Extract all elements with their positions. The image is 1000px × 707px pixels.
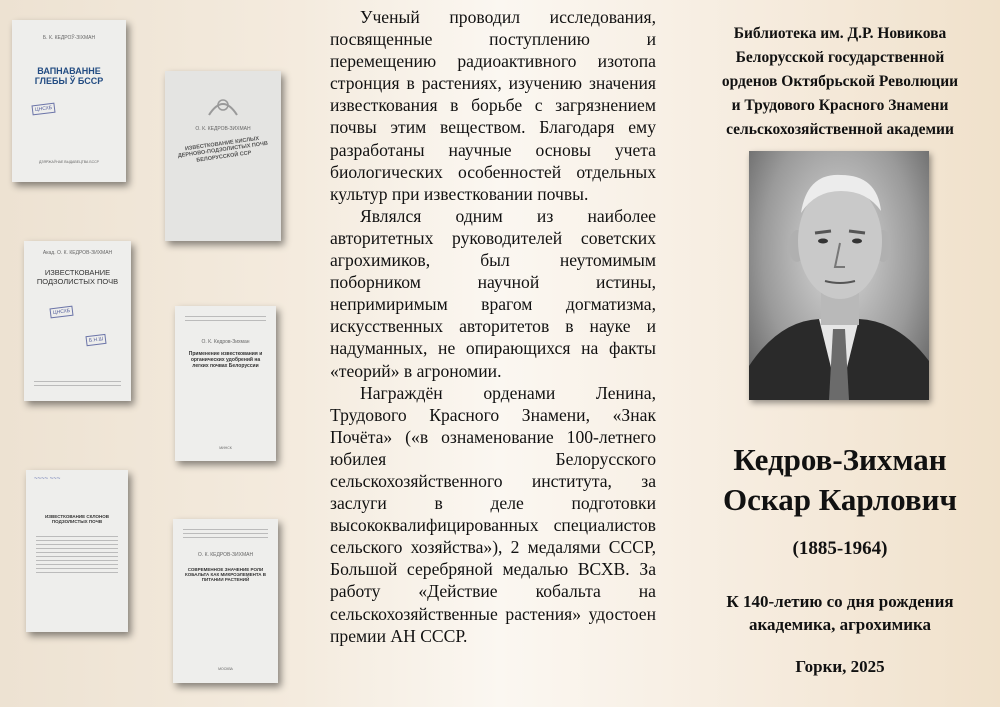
library-stamp: ЦНСХБ <box>49 306 73 319</box>
portrait-photo <box>749 151 929 400</box>
library-line-1: Библиотека им. Д.Р. Новикова <box>733 25 947 42</box>
book-title: ИЗВЕСТКОВАНИЕ ПОДЗОЛИСТЫХ ПОЧВ <box>36 268 119 286</box>
person-name <box>690 440 990 520</box>
book-imprint: МОСКВА <box>218 667 233 671</box>
library-line-5: сельскохозяйственной академии <box>726 121 954 138</box>
book-cover-1 <box>12 20 126 182</box>
book-cover-3 <box>24 241 131 401</box>
paragraph-research: Ученый проводил исследования, посвященные поступлению и перемещению радиоактивного изотопа стронция в растениях, изучению значения известкования в борьбе с загрязнением почвы этим веществом. Благодаря ему разработаны научные основы учета биологических особенностей отдельных культур при известковании почвы. <box>330 7 656 204</box>
book-author: О. К. Кедров-Зихман <box>201 339 250 345</box>
book-title: ИЗВЕСТКОВАНИЕ СКЛОНОВ ПОДЗОЛИСТЫХ ПОЧВ <box>44 514 110 525</box>
library-stamp: ЦНСХБ <box>31 103 55 116</box>
book-author: О. К. КЕДРОВ-ЗИХМАН <box>195 126 251 132</box>
anniversary-text <box>690 590 990 636</box>
paragraph-awards: Награждён орденами Ленина, Трудового Красного Знамени, «Знак Почёта» («в ознаменование 100-летнего юбилея Белорусского сельскохозяйственного института, за заслуги в деле подготовки высококвалифицированных специалистов сельского хозяйства»), 2 медалями СССР, Большой серебряной медалью ВСХВ. За работу «Действие кобальта на сельскохозяйственные растения» удостоен премии АН СССР. <box>330 382 656 646</box>
book-cover-5 <box>26 470 128 632</box>
person-surname: Кедров-Зихман <box>733 442 947 477</box>
paragraph-role: Являлся одним из наиболее авторитетных руководителей советских агрохимиков, был неутомимым поборником научной истины, непримиримым врагом догматизма, искусственных авторитетов в науке и надуманных, не опирающихся на факты «теорий» в агрономии. <box>330 205 656 381</box>
header-lines <box>185 316 266 324</box>
portrait-illustration <box>749 151 929 400</box>
header-lines <box>183 529 268 541</box>
emblem-icon <box>165 91 281 119</box>
book-author: О. К. КЕДРОВ-ЗИХМАН <box>197 552 254 558</box>
book-author: Акад. О. К. КЕДРОВ-ЗИХМАН <box>42 250 113 256</box>
book-cover-2 <box>165 71 281 241</box>
book-title: СОВРЕМЕННОЕ ЗНАЧЕНИЕ РОЛИ КОБАЛЬТА КАК МИКРОЭЛЕМЕНТА В ПИТАНИИ РАСТЕНИЙ <box>184 567 267 583</box>
book-imprint: ДЗЯРЖАЎНАЕ ВЫДАВЕЦТВА БССР <box>39 160 99 164</box>
anniversary-line-2: академика, агрохимика <box>748 615 932 634</box>
handwritten-note: ~~~~ ~~~ <box>34 476 61 482</box>
library-line-3: орденов Октябрьской Революции <box>721 73 959 90</box>
inventory-stamp: Б.Н.Ш <box>85 334 106 346</box>
library-line-4: и Трудового Красного Знамени <box>731 97 949 114</box>
book-imprint: МИНСК <box>219 446 232 450</box>
library-heading <box>690 22 990 142</box>
book-cover-4 <box>175 306 276 461</box>
anniversary-line-1: К 140-летию со дня рождения <box>726 592 954 611</box>
place-year: Горки, 2025 <box>795 657 885 676</box>
book-title: Применение известкования и органических удобрений на легких почвах Белоруссии <box>188 351 263 369</box>
library-line-2: Белорусской государственной <box>735 49 945 66</box>
book-title: ИЗВЕСТКОВАНИЕ КИСЛЫХ ДЕРНОВО-ПОДЗОЛИСТЫХ ПОЧВ БЕЛОРУССКОЙ ССР <box>177 135 269 164</box>
book-cover-6 <box>173 519 278 683</box>
life-years: (1885-1964) <box>792 538 888 559</box>
article-text <box>330 6 656 647</box>
book-title: ВАПНАВАННЕ ГЛЕБЫ Ў БССР <box>34 66 104 87</box>
book-author: Б. К. КЕДРОЎ-ЗІХМАН <box>42 35 96 41</box>
body-lines <box>36 536 118 576</box>
person-given-names: Оскар Карлович <box>723 482 957 517</box>
imprint-lines <box>34 381 121 389</box>
